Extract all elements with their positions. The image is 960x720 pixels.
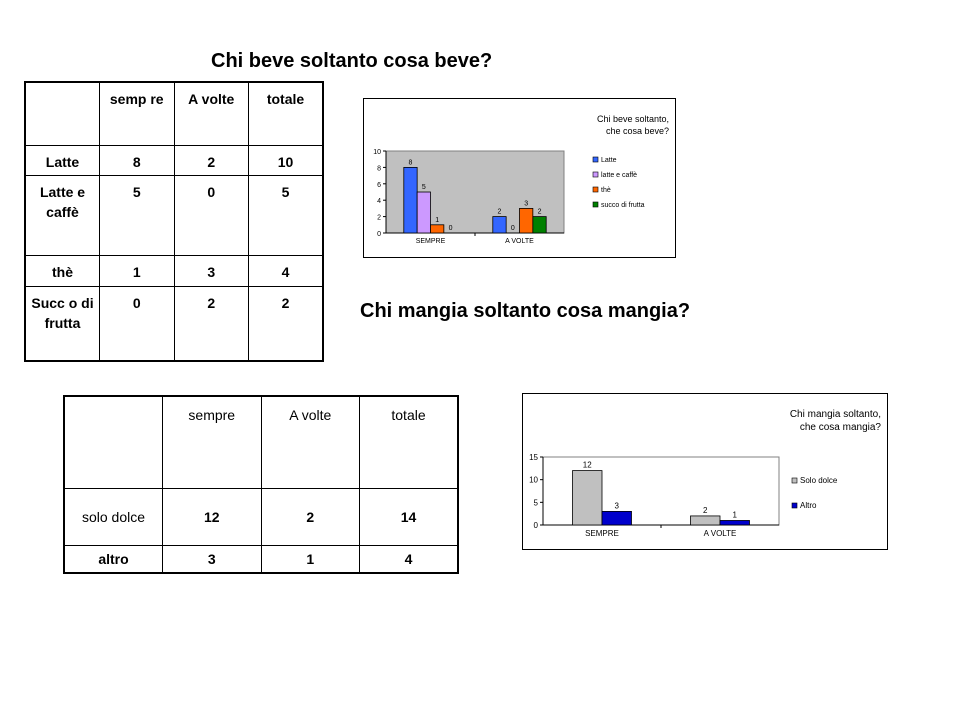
table-row bbox=[64, 488, 458, 545]
legend-swatch bbox=[593, 172, 598, 177]
y-tick-label: 5 bbox=[533, 498, 538, 508]
data-label: 8 bbox=[408, 159, 413, 167]
bar bbox=[573, 471, 603, 525]
row-label: Latte bbox=[25, 145, 100, 175]
header-cell: sempre bbox=[163, 396, 262, 488]
bar bbox=[404, 167, 417, 233]
legend-swatch bbox=[593, 202, 598, 207]
bar bbox=[520, 208, 533, 233]
bar bbox=[533, 217, 546, 233]
cell-a-volte: 2 bbox=[174, 286, 249, 361]
cell-totale: 4 bbox=[360, 545, 459, 573]
data-label: 0 bbox=[448, 225, 453, 232]
drinks-title: Chi beve soltanto cosa beve? bbox=[211, 50, 493, 72]
row-label: altro bbox=[64, 545, 163, 573]
cell-sempre: 3 bbox=[163, 545, 262, 573]
y-tick-label: 8 bbox=[377, 165, 381, 173]
cell-totale: 2 bbox=[249, 286, 324, 361]
x-tick-label: SEMPRE bbox=[415, 238, 446, 245]
table-row bbox=[25, 255, 323, 286]
y-tick-label: 4 bbox=[377, 198, 381, 206]
food-title: Chi mangia soltanto cosa mangia? bbox=[360, 300, 691, 322]
cell-a-volte: 2 bbox=[261, 488, 360, 545]
cell-sempre: 8 bbox=[100, 145, 175, 175]
row-label: Latte e caffè bbox=[25, 175, 100, 255]
legend-label: Altro bbox=[800, 501, 817, 510]
x-tick-label: A VOLTE bbox=[505, 238, 534, 245]
bar bbox=[431, 225, 444, 233]
data-label: 2 bbox=[703, 505, 708, 515]
chart-title: Chi mangia soltanto, che cosa mangia? bbox=[789, 409, 881, 433]
data-label: 12 bbox=[582, 460, 592, 470]
table-row bbox=[25, 145, 323, 175]
y-tick-label: 6 bbox=[377, 181, 381, 189]
cell-a-volte: 3 bbox=[174, 255, 249, 286]
data-label: 3 bbox=[614, 501, 619, 511]
y-tick-label: 0 bbox=[377, 231, 381, 238]
x-tick-label: SEMPRE bbox=[585, 529, 619, 538]
data-label: 2 bbox=[537, 208, 542, 216]
drinks-table bbox=[24, 81, 324, 362]
cell-a-volte: 1 bbox=[261, 545, 360, 573]
cell-a-volte: 0 bbox=[174, 175, 249, 255]
table-row bbox=[64, 545, 458, 573]
header-cell: A volte bbox=[261, 396, 360, 488]
header-cell: totale bbox=[249, 82, 324, 145]
chart-title: Chi beve soltanto, che cosa beve? bbox=[596, 114, 669, 136]
table-row bbox=[25, 286, 323, 361]
y-tick-label: 0 bbox=[533, 521, 538, 530]
legend-label: Latte bbox=[601, 157, 617, 164]
data-label: 1 bbox=[732, 510, 737, 520]
legend-label: thè bbox=[601, 187, 611, 194]
data-label: 0 bbox=[510, 225, 515, 232]
header-cell: semp re bbox=[100, 82, 175, 145]
data-label: 1 bbox=[435, 216, 440, 224]
y-tick-label: 2 bbox=[377, 214, 381, 222]
cell-sempre: 12 bbox=[163, 488, 262, 545]
y-tick-label: 10 bbox=[373, 149, 381, 156]
cell-sempre: 5 bbox=[100, 175, 175, 255]
table-header-row bbox=[25, 82, 323, 145]
header-cell: totale bbox=[360, 396, 459, 488]
cell-totale: 5 bbox=[249, 175, 324, 255]
food-table bbox=[63, 395, 459, 574]
table-row bbox=[25, 175, 323, 255]
food-chart bbox=[522, 393, 888, 550]
legend-swatch bbox=[593, 187, 598, 192]
cell-sempre: 1 bbox=[100, 255, 175, 286]
y-tick-label: 15 bbox=[529, 453, 538, 462]
legend-label: latte e caffè bbox=[601, 172, 638, 179]
header-cell bbox=[64, 396, 163, 488]
legend-swatch bbox=[792, 478, 797, 483]
legend-swatch bbox=[792, 503, 797, 508]
bar bbox=[691, 516, 721, 525]
cell-sempre: 0 bbox=[100, 286, 175, 361]
data-label: 2 bbox=[497, 208, 502, 216]
table-header-row bbox=[64, 396, 458, 488]
bar bbox=[720, 520, 750, 525]
bar bbox=[602, 511, 632, 525]
cell-totale: 10 bbox=[249, 145, 324, 175]
cell-totale: 14 bbox=[360, 488, 459, 545]
row-label: solo dolce bbox=[64, 488, 163, 545]
legend-label: Solo dolce bbox=[800, 476, 838, 485]
data-label: 5 bbox=[421, 184, 426, 191]
data-label: 3 bbox=[524, 200, 529, 208]
row-label: Succ o di frutta bbox=[25, 286, 100, 361]
drinks-chart bbox=[363, 98, 676, 258]
legend-label: succo di frutta bbox=[601, 202, 645, 209]
header-cell bbox=[25, 82, 100, 145]
cell-totale: 4 bbox=[249, 255, 324, 286]
bar bbox=[493, 217, 506, 233]
cell-a-volte: 2 bbox=[174, 145, 249, 175]
header-cell: A volte bbox=[174, 82, 249, 145]
legend-swatch bbox=[593, 157, 598, 162]
row-label: thè bbox=[25, 255, 100, 286]
bar bbox=[417, 192, 430, 233]
y-tick-label: 10 bbox=[529, 475, 538, 485]
x-tick-label: A VOLTE bbox=[703, 529, 737, 538]
